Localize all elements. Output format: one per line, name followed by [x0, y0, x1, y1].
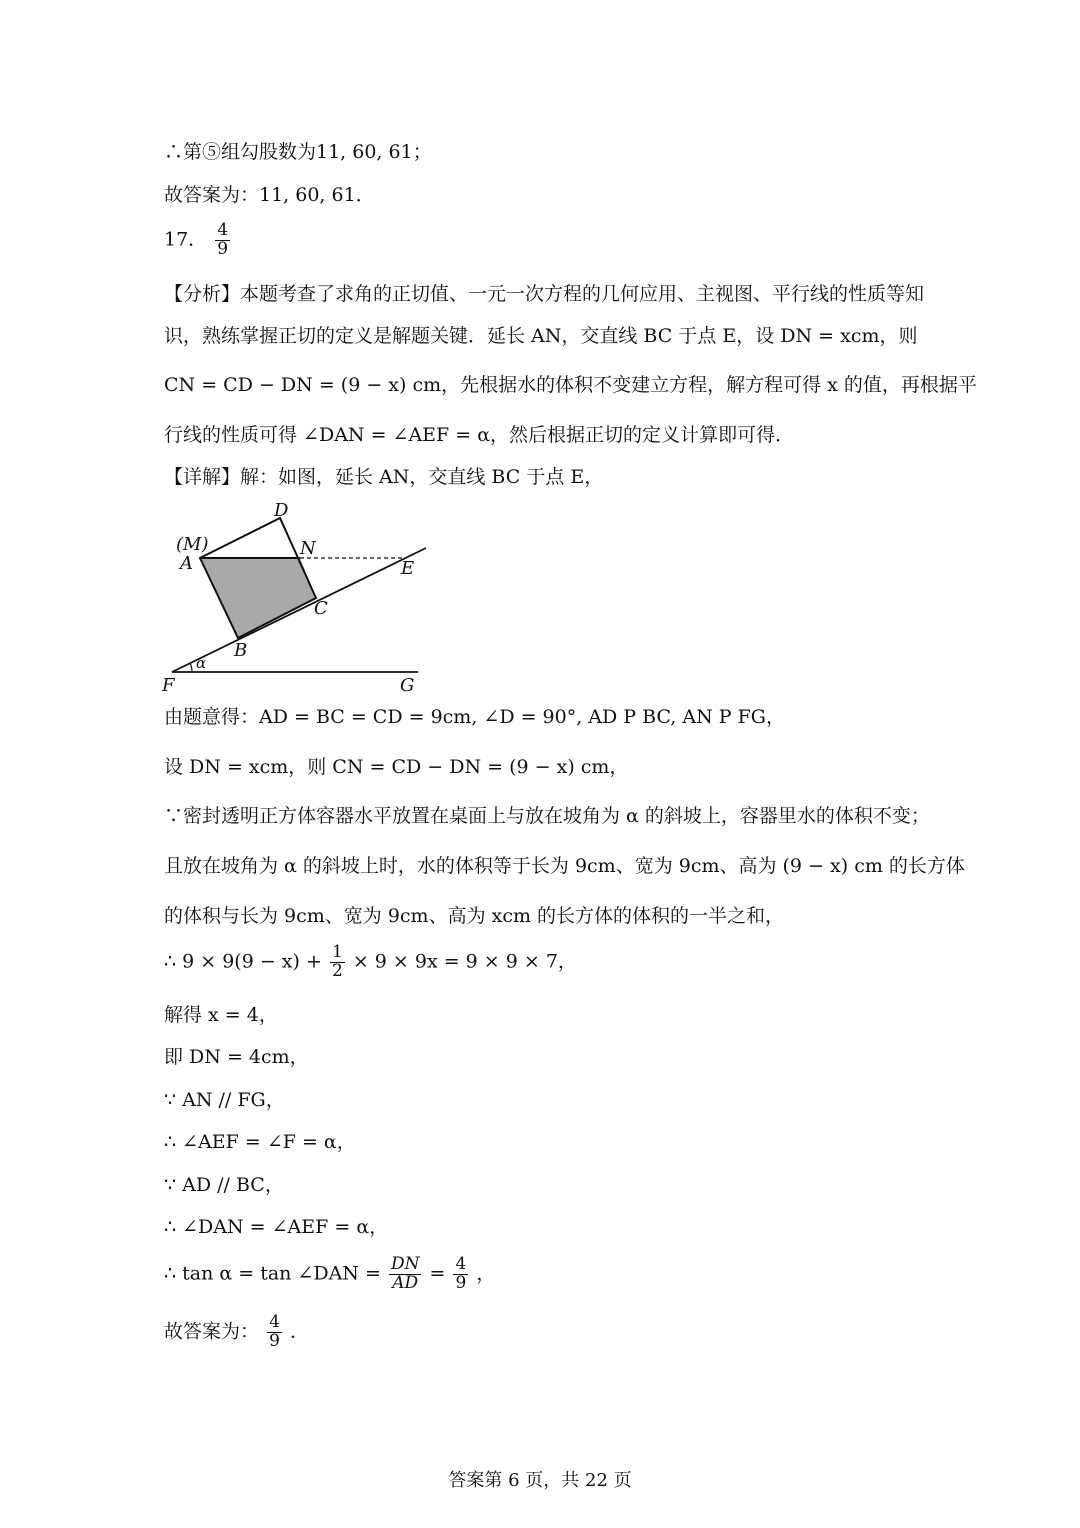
alpha-arc [190, 663, 192, 672]
label-m: (M) [176, 534, 209, 555]
tan-eq: = [429, 1262, 452, 1285]
final-fraction [267, 1314, 282, 1351]
tan-value-fraction [453, 1256, 468, 1293]
label-f: F [162, 675, 175, 696]
analysis-line-2: 识，熟练掌握正切的定义是解题关键．延长 AN，交直线 BC 于点 E，设 DN = xcm，则 [164, 325, 918, 347]
water-region [200, 558, 316, 638]
q17-label: 17． [164, 228, 208, 251]
dn-ad-fraction [389, 1256, 422, 1293]
final-den: 9 [269, 1330, 280, 1351]
analysis-line-1: 【分析】本题考查了求角的正切值、一元一次方程的几何应用、主视图、平行线的性质等知 [164, 283, 925, 305]
q17-num: 4 [217, 220, 229, 240]
label-b: B [234, 640, 248, 661]
label-a: A [180, 553, 193, 574]
label-alpha: α [196, 654, 207, 672]
final-num: 4 [269, 1312, 280, 1332]
half-fraction [330, 944, 345, 981]
reason-line-3: 的体积与长为 9cm、宽为 9cm、高为 xcm 的长方体的体积的一半之和， [164, 905, 785, 927]
q17-fraction [215, 222, 230, 259]
reason-line-2: 且放在坡角为 α 的斜坡上时，水的体积等于长为 9cm、宽为 9cm、高为 (9 − x) cm 的长方体 [164, 855, 965, 877]
solve-x: 解得 x = 4， [164, 1004, 278, 1026]
line-answer-group5: ∴第⑤组勾股数为11, 60, 61； [164, 141, 432, 163]
detail-line-1: 【详解】解：如图，延长 AN，交直线 BC 于点 E， [164, 466, 604, 488]
volume-equation [164, 944, 577, 981]
angle-dan: ∴ ∠DAN = ∠AEF = α， [164, 1216, 389, 1238]
geometry-figure [160, 498, 440, 698]
final-post: ． [289, 1320, 309, 1343]
ad-parallel-bc: ∵ AD // BC， [164, 1174, 284, 1196]
given-conditions: 由题意得：AD = BC = CD = 9cm, ∠D = 90°, AD P BC, AN P FG， [164, 706, 785, 728]
final-pre: 故答案为： [164, 1320, 260, 1343]
label-d: D [274, 500, 289, 521]
tan-den: 9 [455, 1272, 467, 1293]
an-parallel-fg: ∵ AN // FG， [164, 1089, 285, 1111]
label-n: N [300, 538, 316, 559]
q17-answer [164, 222, 232, 259]
half-num: 1 [331, 942, 343, 962]
tan-line [164, 1256, 495, 1293]
page-footer: 答案第 6 页，共 22 页 [448, 1470, 632, 1491]
reason-line-1: ∵密封透明正方体容器水平放置在桌面上与放在坡角为 α 的斜坡上，容器里水的体积不变； [164, 805, 930, 827]
ad-den: AD [392, 1272, 419, 1293]
angle-aef: ∴ ∠AEF = ∠F = α， [164, 1131, 356, 1153]
set-dn: 设 DN = xcm，则 CN = CD − DN = (9 − x) cm， [164, 756, 629, 778]
tan-post: ， [476, 1262, 496, 1285]
label-g: G [400, 675, 415, 696]
dn-num: DN [390, 1254, 420, 1274]
dn-value: 即 DN = 4cm， [164, 1046, 309, 1068]
tan-pre: ∴ tan α = tan ∠DAN = [164, 1262, 387, 1285]
tan-num: 4 [455, 1254, 467, 1274]
label-e: E [401, 558, 415, 579]
analysis-line-3: CN = CD − DN = (9 − x) cm，先根据水的体积不变建立方程，解方程可得 x 的值，再根据平 [164, 374, 977, 396]
label-c: C [314, 598, 328, 619]
equation-pre: ∴ 9 × 9(9 − x) + [164, 950, 328, 973]
equation-post: × 9 × 9x = 9 × 9 × 7， [352, 950, 577, 973]
half-den: 2 [331, 960, 343, 981]
analysis-line-4: 行线的性质可得 ∠DAN = ∠AEF = α，然后根据正切的定义计算即可得． [164, 424, 795, 446]
line-answer-final-16: 故答案为：11, 60, 61． [164, 184, 375, 206]
final-answer [164, 1314, 309, 1351]
q17-den: 9 [217, 238, 229, 259]
